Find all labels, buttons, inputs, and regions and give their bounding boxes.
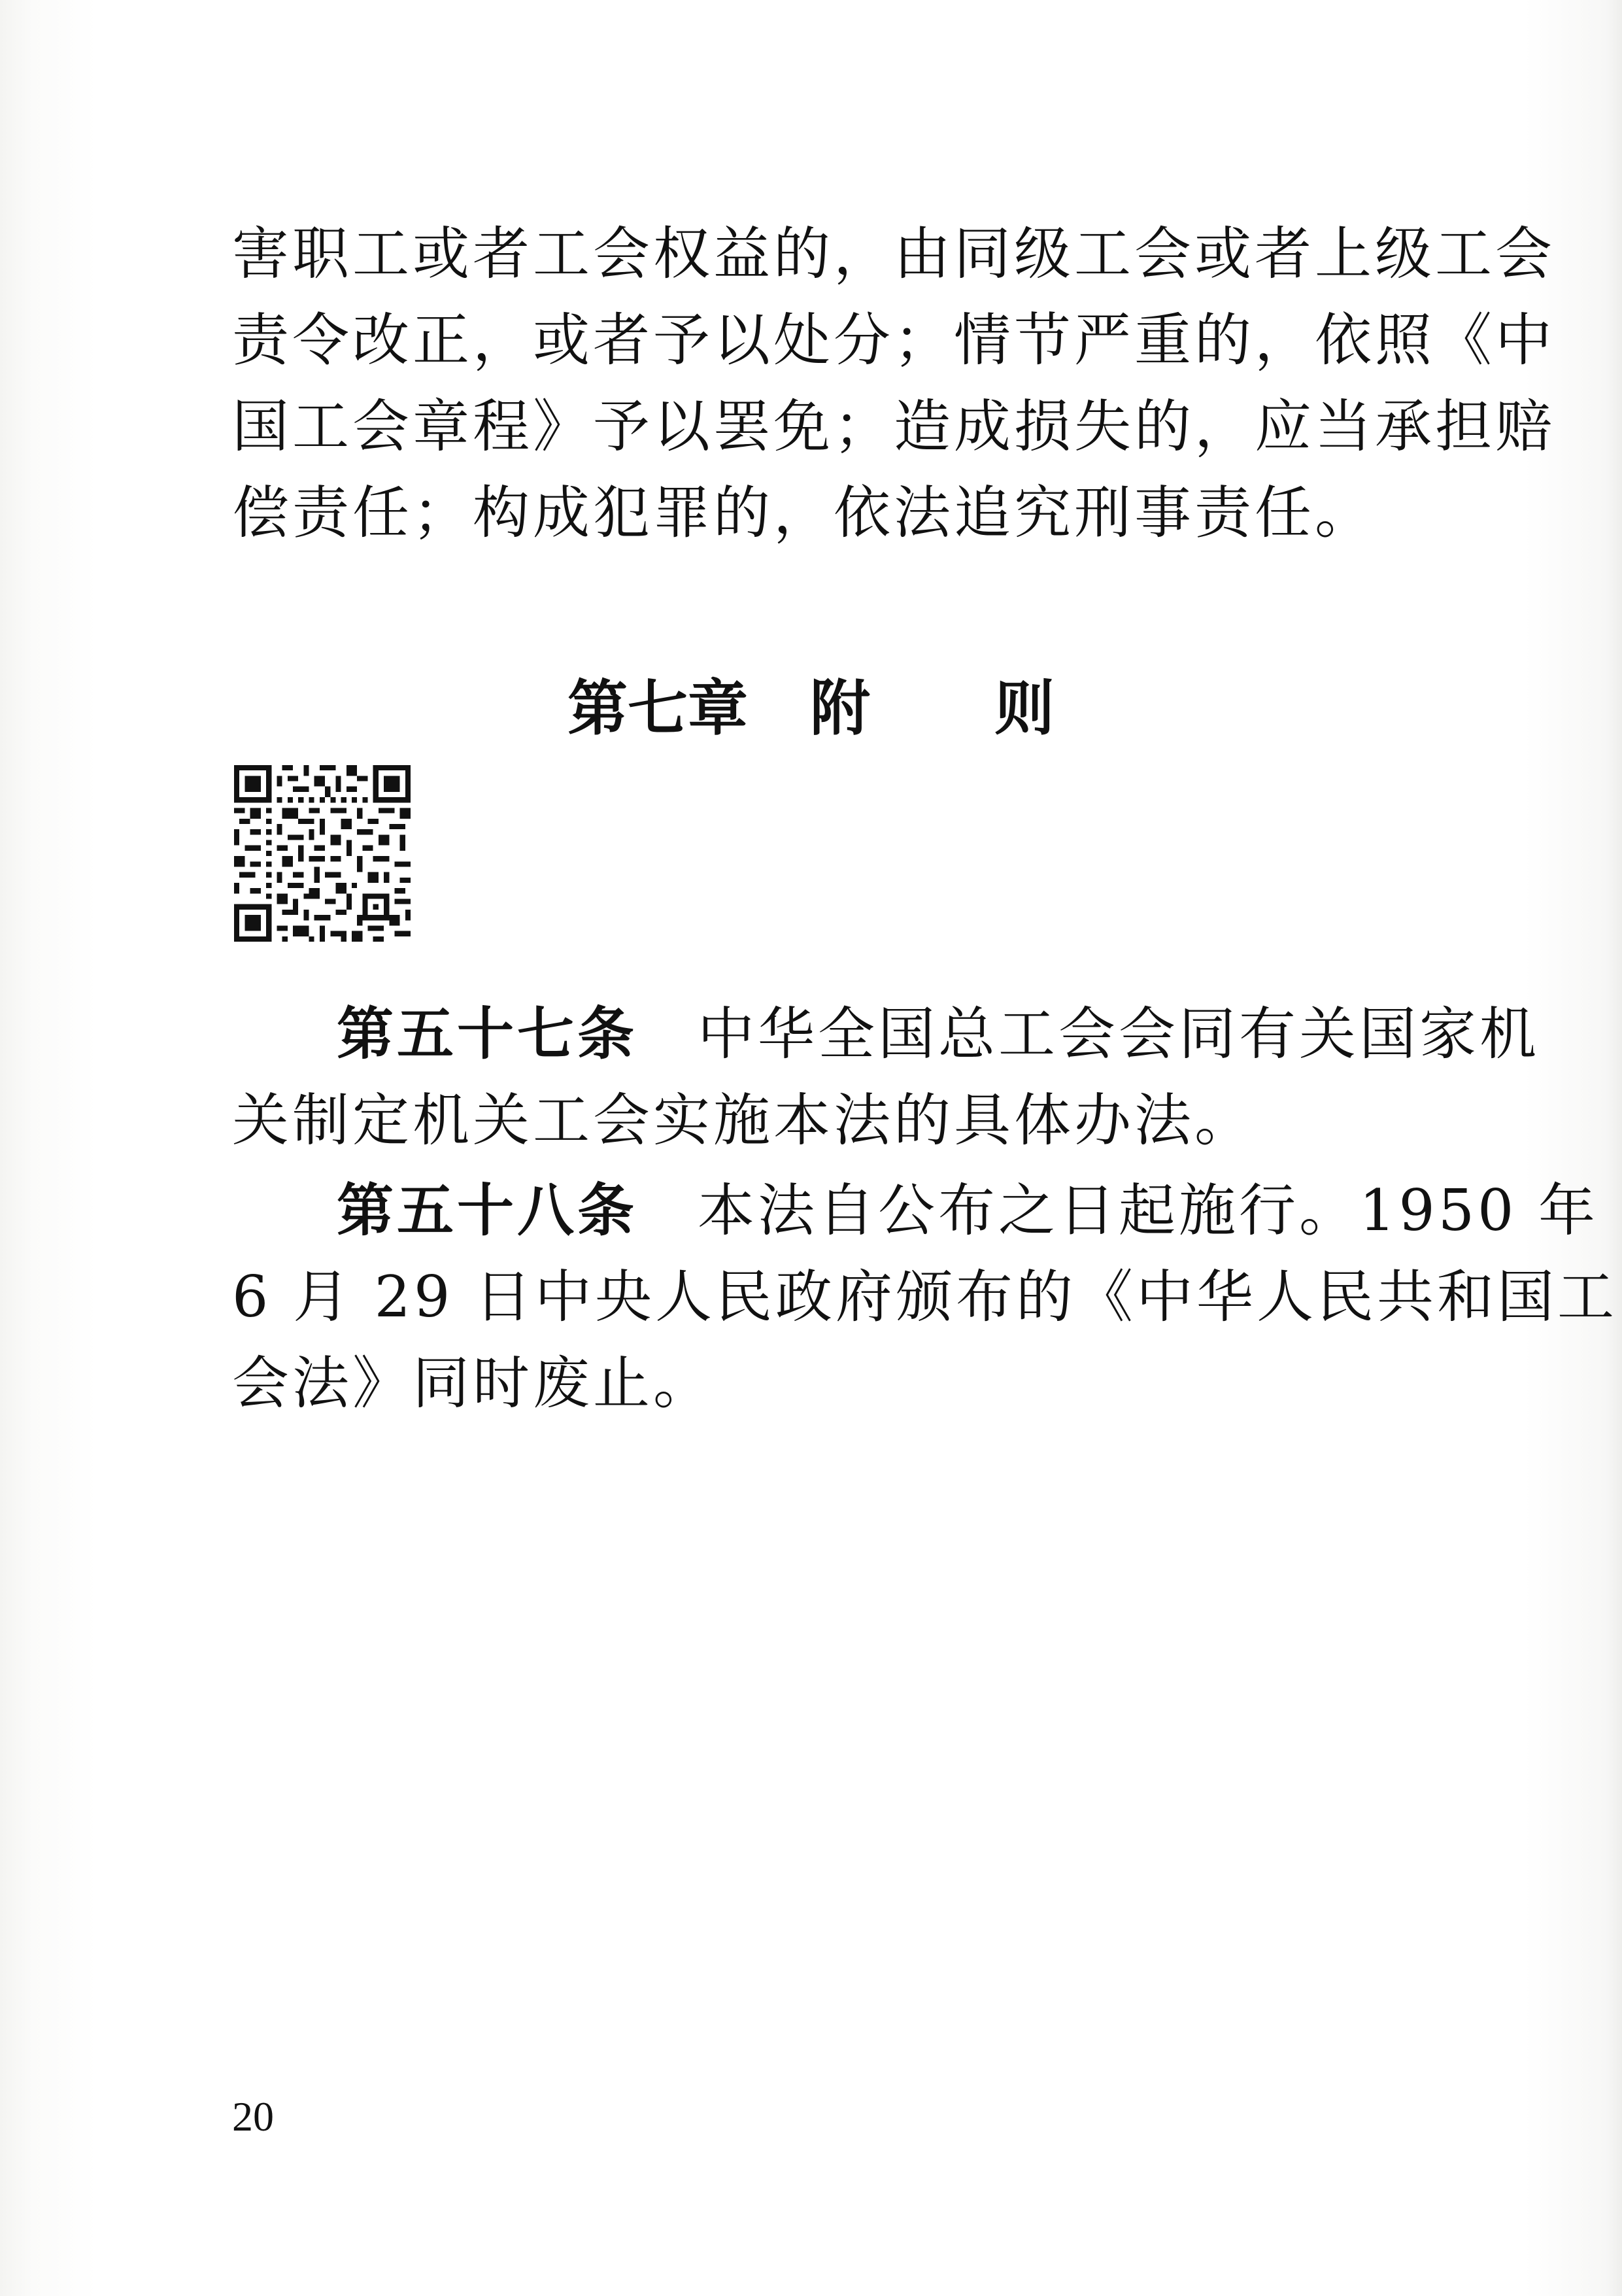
continued-paragraph — [232, 211, 1555, 556]
article-58-heading: 第五十八条 — [337, 1177, 637, 1244]
article-58-text-cont: 会法》同时废止。 — [232, 1350, 713, 1416]
page-number: 20 — [232, 2093, 274, 2140]
paragraph-line: 国工会章程》予以罢免；造成损失的，应当承担赔 — [232, 393, 1555, 460]
article-58 — [232, 1167, 1618, 1426]
chapter-title-part1: 附 — [809, 674, 870, 744]
paragraph-line: 害职工或者工会权益的，由同级工会或者上级工会 — [232, 220, 1555, 287]
paragraph-line: 责令改正，或者予以处分；情节严重的，依照《中 — [232, 307, 1555, 373]
article-57-text-cont: 关制定机关工会实施本法的具体办法。 — [232, 1087, 1255, 1154]
article-57-heading: 第五十七条 — [337, 1001, 637, 1067]
article-58-text: 本法自公布之日起施行。1950 年 — [698, 1177, 1599, 1244]
article-57 — [232, 991, 1540, 1163]
article-57-text: 中华全国总工会会同有关国家机 — [698, 1001, 1540, 1067]
paragraph-line: 偿责任；构成犯罪的，依法追究刑事责任。 — [232, 479, 1375, 546]
chapter-title-part2: 则 — [994, 674, 1055, 744]
chapter-number: 第七章 — [567, 674, 748, 744]
article-58-text-cont: 6 月 29 日中央人民政府颁布的《中华人民共和国工 — [232, 1263, 1618, 1330]
qr-code-icon[interactable] — [234, 765, 411, 942]
chapter-heading — [0, 660, 1622, 747]
